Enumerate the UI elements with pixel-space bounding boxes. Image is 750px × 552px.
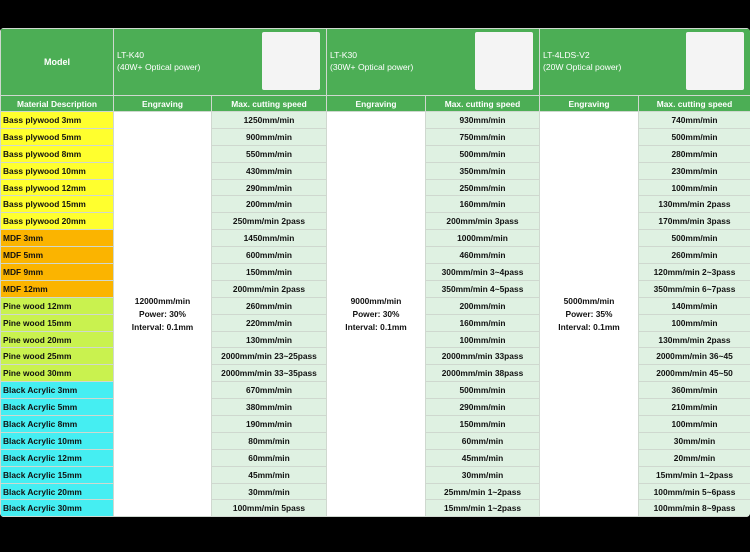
max-speed-cell: 80mm/min bbox=[212, 432, 327, 449]
max-speed-cell: 550mm/min bbox=[212, 145, 327, 162]
engraving-speed: 12000mm/min bbox=[134, 295, 191, 306]
engraving-speed: 5000mm/min bbox=[563, 295, 615, 306]
max-speed-cell: 30mm/min bbox=[639, 432, 750, 449]
max-speed-header: Max. cutting speed bbox=[639, 96, 750, 112]
model-label: Model bbox=[1, 29, 114, 96]
engraving-interval: Interval: 0.1mm bbox=[558, 321, 620, 332]
max-speed-cell: 160mm/min bbox=[426, 314, 540, 331]
max-speed-cell: 290mm/min bbox=[426, 399, 540, 416]
engraving-interval: Interval: 0.1mm bbox=[131, 321, 194, 332]
max-speed-cell: 250mm/min bbox=[426, 179, 540, 196]
material-cell: Pine wood 25mm bbox=[1, 348, 114, 365]
material-cell: MDF 5mm bbox=[1, 247, 114, 264]
product-name: LT-K30 bbox=[330, 50, 358, 60]
material-cell: Black Acrylic 5mm bbox=[1, 399, 114, 416]
material-cell: Pine wood 12mm bbox=[1, 297, 114, 314]
max-speed-cell: 460mm/min bbox=[426, 247, 540, 264]
max-speed-cell: 210mm/min bbox=[639, 399, 750, 416]
product-power: (40W+ Optical power) bbox=[117, 62, 201, 72]
max-speed-cell: 1250mm/min bbox=[212, 112, 327, 129]
max-speed-cell: 100mm/min bbox=[639, 179, 750, 196]
max-speed-cell: 20mm/min bbox=[639, 449, 750, 466]
max-speed-cell: 200mm/min bbox=[212, 196, 327, 213]
max-speed-cell: 360mm/min bbox=[639, 382, 750, 399]
material-cell: MDF 3mm bbox=[1, 230, 114, 247]
material-cell: Black Acrylic 3mm bbox=[1, 382, 114, 399]
max-speed-cell: 30mm/min bbox=[426, 466, 540, 483]
speed-comparison-sheet bbox=[0, 28, 750, 517]
max-speed-cell: 290mm/min bbox=[212, 179, 327, 196]
max-speed-cell: 2000mm/min 45~50 bbox=[639, 365, 750, 382]
engraving-speed: 9000mm/min bbox=[350, 295, 402, 306]
material-cell: Bass plywood 5mm bbox=[1, 128, 114, 145]
max-speed-cell: 60mm/min bbox=[426, 432, 540, 449]
product-4lds-v2 bbox=[540, 29, 750, 96]
max-speed-cell: 2000mm/min 23~25pass bbox=[212, 348, 327, 365]
max-speed-cell: 750mm/min bbox=[426, 128, 540, 145]
max-speed-cell: 500mm/min bbox=[426, 145, 540, 162]
max-speed-cell: 130mm/min 2pass bbox=[639, 331, 750, 348]
product-name: LT-K40 bbox=[117, 50, 145, 60]
laser-module-image bbox=[475, 32, 533, 90]
max-speed-cell: 1000mm/min bbox=[426, 230, 540, 247]
material-cell: Black Acrylic 20mm bbox=[1, 483, 114, 500]
material-cell: Bass plywood 12mm bbox=[1, 179, 114, 196]
product-k30 bbox=[327, 29, 540, 96]
max-speed-cell: 45mm/min bbox=[212, 466, 327, 483]
max-speed-cell: 60mm/min bbox=[212, 449, 327, 466]
max-speed-cell: 350mm/min 6~7pass bbox=[639, 280, 750, 297]
max-speed-cell: 45mm/min bbox=[426, 449, 540, 466]
cutting-speed-table bbox=[0, 28, 750, 517]
max-speed-cell: 2000mm/min 38pass bbox=[426, 365, 540, 382]
max-speed-cell: 200mm/min bbox=[426, 297, 540, 314]
max-speed-cell: 220mm/min bbox=[212, 314, 327, 331]
max-speed-cell: 100mm/min 5pass bbox=[212, 500, 327, 517]
engraving-header: Engraving bbox=[327, 96, 426, 112]
engraving-power: Power: 30% bbox=[138, 308, 186, 319]
product-k40 bbox=[114, 29, 327, 96]
engraving-settings-cell bbox=[540, 112, 639, 517]
laser-module-image bbox=[686, 32, 744, 90]
max-speed-cell: 250mm/min 2pass bbox=[212, 213, 327, 230]
max-speed-cell: 130mm/min 2pass bbox=[639, 196, 750, 213]
column-header-row bbox=[1, 96, 750, 112]
max-speed-cell: 350mm/min bbox=[426, 162, 540, 179]
material-cell: Black Acrylic 30mm bbox=[1, 500, 114, 517]
max-speed-cell: 500mm/min bbox=[639, 230, 750, 247]
material-cell: Pine wood 20mm bbox=[1, 331, 114, 348]
max-speed-cell: 130mm/min bbox=[212, 331, 327, 348]
max-speed-cell: 2000mm/min 33pass bbox=[426, 348, 540, 365]
max-speed-header: Max. cutting speed bbox=[426, 96, 540, 112]
max-speed-header: Max. cutting speed bbox=[212, 96, 327, 112]
max-speed-cell: 900mm/min bbox=[212, 128, 327, 145]
max-speed-cell: 350mm/min 4~5pass bbox=[426, 280, 540, 297]
max-speed-cell: 380mm/min bbox=[212, 399, 327, 416]
max-speed-cell: 140mm/min bbox=[639, 297, 750, 314]
max-speed-cell: 100mm/min bbox=[639, 314, 750, 331]
material-cell: Black Acrylic 10mm bbox=[1, 432, 114, 449]
material-cell: Bass plywood 8mm bbox=[1, 145, 114, 162]
material-cell: Pine wood 15mm bbox=[1, 314, 114, 331]
max-speed-cell: 100mm/min bbox=[639, 416, 750, 433]
material-cell: Bass plywood 20mm bbox=[1, 213, 114, 230]
max-speed-cell: 15mm/min 1~2pass bbox=[426, 500, 540, 517]
max-speed-cell: 600mm/min bbox=[212, 247, 327, 264]
engraving-header: Engraving bbox=[114, 96, 212, 112]
max-speed-cell: 500mm/min bbox=[639, 128, 750, 145]
max-speed-cell: 190mm/min bbox=[212, 416, 327, 433]
max-speed-cell: 230mm/min bbox=[639, 162, 750, 179]
engraving-interval: Interval: 0.1mm bbox=[345, 321, 407, 332]
engraving-power: Power: 30% bbox=[352, 308, 400, 319]
max-speed-cell: 1450mm/min bbox=[212, 230, 327, 247]
material-description-header: Material Description bbox=[1, 96, 114, 112]
max-speed-cell: 430mm/min bbox=[212, 162, 327, 179]
max-speed-cell: 150mm/min bbox=[212, 264, 327, 281]
material-cell: Black Acrylic 15mm bbox=[1, 466, 114, 483]
max-speed-cell: 25mm/min 1~2pass bbox=[426, 483, 540, 500]
max-speed-cell: 740mm/min bbox=[639, 112, 750, 129]
max-speed-cell: 170mm/min 3pass bbox=[639, 213, 750, 230]
max-speed-cell: 260mm/min bbox=[212, 297, 327, 314]
engraving-power: Power: 35% bbox=[565, 308, 613, 319]
material-cell: Bass plywood 10mm bbox=[1, 162, 114, 179]
max-speed-cell: 100mm/min bbox=[426, 331, 540, 348]
product-name: LT-4LDS-V2 bbox=[543, 50, 590, 60]
max-speed-cell: 2000mm/min 33~35pass bbox=[212, 365, 327, 382]
engraving-header: Engraving bbox=[540, 96, 639, 112]
max-speed-cell: 670mm/min bbox=[212, 382, 327, 399]
laser-module-image bbox=[262, 32, 320, 90]
material-cell: Bass plywood 3mm bbox=[1, 112, 114, 129]
max-speed-cell: 260mm/min bbox=[639, 247, 750, 264]
material-cell: MDF 9mm bbox=[1, 264, 114, 281]
material-cell: Pine wood 30mm bbox=[1, 365, 114, 382]
product-power: (20W Optical power) bbox=[543, 62, 622, 72]
max-speed-cell: 150mm/min bbox=[426, 416, 540, 433]
max-speed-cell: 30mm/min bbox=[212, 483, 327, 500]
max-speed-cell: 100mm/min 8~9pass bbox=[639, 500, 750, 517]
engraving-settings-cell bbox=[114, 112, 212, 517]
model-header-row bbox=[1, 29, 750, 96]
max-speed-cell: 200mm/min 3pass bbox=[426, 213, 540, 230]
material-cell: MDF 12mm bbox=[1, 280, 114, 297]
table-row bbox=[1, 112, 750, 129]
max-speed-cell: 300mm/min 3~4pass bbox=[426, 264, 540, 281]
max-speed-cell: 15mm/min 1~2pass bbox=[639, 466, 750, 483]
max-speed-cell: 100mm/min 5~6pass bbox=[639, 483, 750, 500]
max-speed-cell: 200mm/min 2pass bbox=[212, 280, 327, 297]
engraving-settings-cell bbox=[327, 112, 426, 517]
material-cell: Black Acrylic 12mm bbox=[1, 449, 114, 466]
max-speed-cell: 120mm/min 2~3pass bbox=[639, 264, 750, 281]
max-speed-cell: 500mm/min bbox=[426, 382, 540, 399]
max-speed-cell: 160mm/min bbox=[426, 196, 540, 213]
product-power: (30W+ Optical power) bbox=[330, 62, 414, 72]
material-cell: Bass plywood 15mm bbox=[1, 196, 114, 213]
max-speed-cell: 930mm/min bbox=[426, 112, 540, 129]
max-speed-cell: 2000mm/min 36~45 bbox=[639, 348, 750, 365]
max-speed-cell: 280mm/min bbox=[639, 145, 750, 162]
material-cell: Black Acrylic 8mm bbox=[1, 416, 114, 433]
